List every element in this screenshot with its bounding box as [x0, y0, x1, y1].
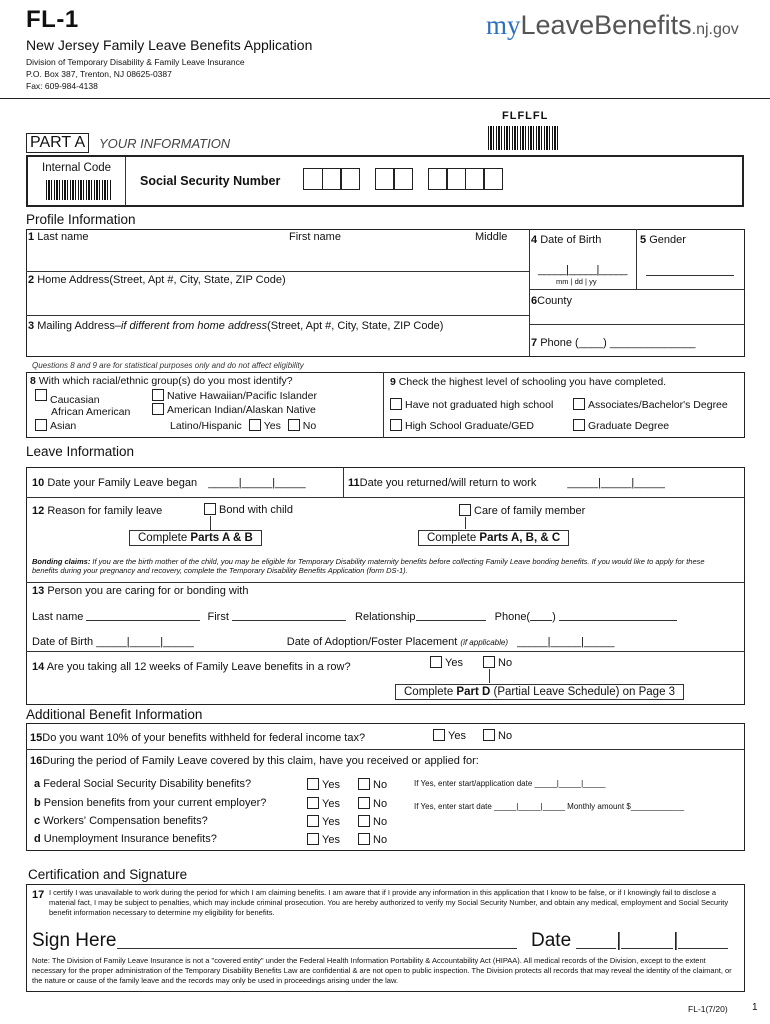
schooling-option-high-school[interactable]: High School Graduate/GED [390, 419, 534, 432]
header-barcode [488, 126, 560, 150]
home-address-field[interactable]: 2 Home Address(Street, Apt #, City, State, ZIP Code) [28, 274, 286, 286]
asian-checkbox [35, 419, 47, 431]
race-caucasian-option[interactable]: Caucasian [35, 389, 100, 402]
complete-parts-abc-note: Complete Parts A, B, & C [418, 530, 569, 546]
gender-line [646, 275, 734, 276]
latino-yes-checkbox[interactable] [249, 419, 261, 431]
latino-question: Latino/Hispanic Yes No [170, 420, 317, 432]
certification-text: I certify I was unavailable to work during the period for which I am claiming benefits. I am aware that if I provide any information in this application that I know to be false, or if I knowingly fail to disclose a material fact, I may be subject to penalties, which may include criminal prosecution. You are hereby authorized to verify my Social Security Number, and obtain any medical, employment and Social Security benefit information necessary to determine my eligibility for benefits. [49, 888, 729, 917]
race-indian-option[interactable]: American Indian/Alaskan Native [152, 403, 316, 416]
benefit-b-no[interactable]: No [358, 797, 387, 810]
benefit-d-yes[interactable]: Yes [307, 833, 340, 846]
leave-began-field[interactable]: 10 Date your Family Leave began _____|_____|_____ [32, 477, 306, 489]
benefit-a-yes[interactable]: Yes [307, 778, 340, 791]
myleavebenefits-logo[interactable] [486, 10, 739, 41]
logo-domain: .nj.gov [691, 21, 739, 38]
race-asian-option[interactable]: Asian [35, 419, 76, 432]
benefit-a-row: a Federal Social Security Disability benefits? [34, 778, 252, 790]
bond-with-child-option[interactable]: Bond with child [204, 503, 293, 516]
phone-label: Phone (____) ______________ [540, 337, 696, 349]
twelve-weeks-yes[interactable]: Yes [430, 656, 463, 669]
race-question: 8 With which racial/ethnic group(s) do you most identify? [30, 375, 293, 387]
last-name-field[interactable]: 1 Last name [28, 231, 89, 243]
tax-withholding-question: 15Do you want 10% of your benefits withheld for federal income tax? [30, 732, 366, 744]
header-rule [0, 98, 770, 99]
division-name: Division of Temporary Disability & Family Leave Insurance [26, 57, 245, 67]
po-box: P.O. Box 387, Trenton, NJ 08625-0387 [26, 69, 172, 79]
part-a-label: PART A [26, 133, 89, 153]
certification-section-title: Certification and Signature [28, 867, 188, 882]
internal-code-barcode [46, 180, 112, 200]
first-name-label: First name [289, 231, 341, 243]
tax-withholding-yes[interactable]: Yes [433, 729, 466, 742]
schooling-option-graduate[interactable]: Graduate Degree [573, 419, 669, 432]
internal-code-label: Internal Code [42, 162, 112, 174]
benefit-b-yes[interactable]: Yes [307, 797, 340, 810]
benefit-b-date-field[interactable]: If Yes, enter start date _____|_____|_____ Monthly amount $____________ [414, 802, 685, 811]
benefit-c-no[interactable]: No [358, 815, 387, 828]
form-title: New Jersey Family Leave Benefits Application [26, 37, 313, 53]
caucasian-checkbox [35, 389, 47, 401]
benefit-d-no[interactable]: No [358, 833, 387, 846]
tax-withholding-no[interactable]: No [483, 729, 512, 742]
dob-hint: mm | dd | yy [556, 277, 597, 286]
last-name-label: Last name [37, 231, 89, 243]
schooling-question: 9 Check the highest level of schooling you have completed. [390, 376, 667, 388]
mailing-address-field[interactable]: 3 Mailing Address–if different from home address(Street, Apt #, City, State, ZIP Code) [28, 320, 444, 332]
bonding-claims-note: Bonding claims: If you are the birth mother of the child, you may be eligible for Temporary Disability maternity benefits before collecting Family Leave bonding benefits. If you would like to apply for these benefits during your pregnancy and recovery, complete the Temporary Disability Benefits Application (form DS-1). [32, 557, 705, 575]
hipaa-note: Note: The Division of Family Leave Insurance is not a "covered entity" under the Federal Health Information Portability & Accountability Act (HIPAA). All medical records of the Division, except to the extent necessary for the proper administration of the Temporary Disability Benefits Law are confidential & are not open to public inspection. The Division protects all records that may reveal the identity of the claimant, or the nature or cause of the family leave and the records may only be used in proceedings arising under the law. [32, 956, 732, 985]
benefit-c-yes[interactable]: Yes [307, 815, 340, 828]
logo-leave: LeaveBenefits [520, 10, 692, 40]
hawaiian-checkbox [152, 389, 164, 401]
home-address-label: Home Address(Street, Apt #, City, State, ZIP Code) [37, 274, 286, 286]
ssn-label: Social Security Number [140, 174, 281, 188]
form-version: FL-1(7/20) [688, 1004, 728, 1014]
benefit-c-row: c Workers' Compensation benefits? [34, 815, 208, 827]
indian-checkbox [152, 403, 164, 415]
person-dates-row[interactable]: Date of Birth _____|_____|_____ Date of Adoption/Foster Placement (if applicable) _____|_____|_____ [32, 636, 615, 648]
fax-number: Fax: 609-984-4138 [26, 81, 98, 91]
additional-section-title: Additional Benefit Information [26, 707, 203, 722]
complete-parts-ab-note: Complete Parts A & B [129, 530, 262, 546]
benefit-b-row: b Pension benefits from your current employer? [34, 797, 267, 809]
dob-label: Date of Birth [540, 234, 602, 246]
profile-section-title: Profile Information [26, 212, 136, 227]
twelve-weeks-no[interactable]: No [483, 656, 512, 669]
county-field[interactable]: 6County [531, 295, 572, 307]
dob-field[interactable]: 4 Date of Birth [531, 234, 602, 246]
race-hawaiian-option[interactable]: Native Hawaiian/Pacific Islander [152, 389, 317, 402]
complete-part-d-note: Complete Part D (Partial Leave Schedule) on Page 3 [395, 684, 684, 700]
signature-field[interactable]: Sign Here [32, 930, 517, 952]
return-to-work-field[interactable]: 11Date you returned/will return to work _____|_____|_____ [348, 477, 665, 489]
part-a-subtitle: YOUR INFORMATION [99, 136, 231, 151]
schooling-option-bachelors[interactable]: Associates/Bachelor's Degree [573, 398, 728, 411]
other-benefits-question: 16During the period of Family Leave covered by this claim, have you received or applied for: [30, 755, 479, 767]
form-id: FL-1 [26, 6, 79, 33]
middle-name-label: Middle [475, 231, 508, 243]
benefit-a-no[interactable]: No [358, 778, 387, 791]
gender-label: Gender [649, 234, 686, 246]
schooling-option-not-graduated[interactable]: Have not graduated high school [390, 398, 553, 411]
ssn-input[interactable] [303, 168, 502, 193]
benefit-d-row: d Unemployment Insurance benefits? [34, 833, 217, 845]
barcode-label: FLFLFL [502, 110, 549, 122]
race-african-american-label[interactable]: African American [51, 406, 131, 418]
gender-field[interactable]: 5 Gender [640, 234, 686, 246]
page-number: 1 [752, 1002, 758, 1013]
certification-number: 17 [32, 889, 45, 901]
care-of-family-option[interactable]: Care of family member [459, 504, 585, 517]
dob-blanks: _____|_____|_____ [538, 264, 627, 276]
leave-section-title: Leave Information [26, 444, 135, 459]
leave-reason-label: 12 Reason for family leave [32, 505, 163, 517]
logo-my: my [486, 10, 521, 40]
person-name-row[interactable]: Last name First Relationship Phone( ) [32, 611, 677, 623]
latino-no-checkbox[interactable] [288, 419, 300, 431]
signature-date-field[interactable]: Date | | [531, 930, 728, 952]
person-caring-title: 13 Person you are caring for or bonding with [32, 585, 249, 597]
benefit-a-date-field[interactable]: If Yes, enter start/application date _____|_____|_____ [414, 779, 606, 788]
statistical-note: Questions 8 and 9 are for statistical purposes only and do not affect eligibility [32, 361, 304, 370]
county-label: County [537, 295, 572, 307]
twelve-weeks-question: 14 Are you taking all 12 weeks of Family Leave benefits in a row? [32, 661, 351, 673]
phone-field[interactable]: 7 Phone (____) ______________ [531, 337, 696, 349]
